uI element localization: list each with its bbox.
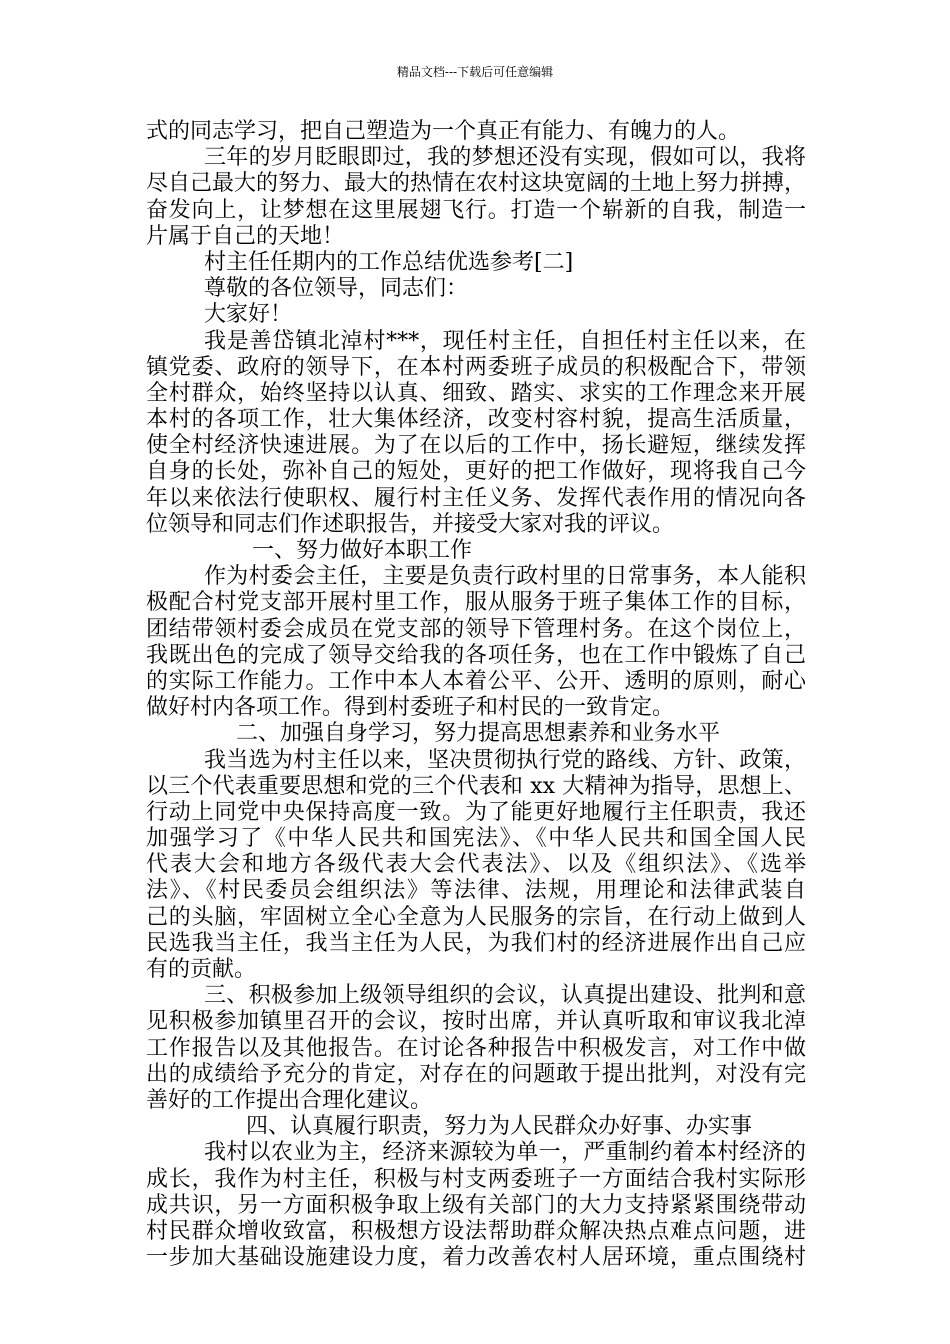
text-line: 尽自己最大的努力、最大的热情在农村这块宽阔的土地上努力拼搏， — [146, 171, 807, 197]
text-line: 法》、《村民委员会组织法》等法律、法规，用理论和法律武装自 — [146, 878, 806, 904]
text-line: 我既出色的完成了领导交给我的各项任务，也在工作中锻炼了自己 — [146, 642, 806, 668]
text-line: 奋发向上，让梦想在这里展翅飞行。打造一个崭新的自我，制造一 — [146, 197, 806, 223]
text-line: 极配合村党支部开展村里工作，服从服务于班子集体工作的目标， — [146, 590, 806, 616]
text-line: 我当选为村主任以来，坚决贯彻执行党的路线、方针、政策， — [204, 747, 806, 773]
section-title: 村主任任期内的工作总结优选参考[二] — [204, 249, 574, 275]
text-line: 镇党委、政府的领导下，在本村两委班子成员的积极配合下，带领 — [146, 354, 806, 380]
text-line: 位领导和同志们作述职报告，并接受大家对我的评议。 — [146, 511, 675, 537]
text-line: 使全村经济快速进展。为了在以后的工作中，扬长避短，继续发挥 — [146, 433, 806, 459]
text-line: 片属于自己的天地！ — [146, 223, 345, 249]
text-line: 团结带领村委会成员在党支部的领导下管理村务。在这个岗位上， — [146, 616, 806, 642]
text-line: 成长，我作为村主任，积极与村支两委班子一方面结合我村实际形 — [146, 1166, 806, 1192]
text-line: 三年的岁月眨眼即过，我的梦想还没有实现，假如可以，我将 — [204, 145, 806, 171]
section-heading: 一、努力做好本职工作 — [252, 538, 473, 563]
text-line: 有的贡献。 — [146, 957, 257, 982]
text-line: 全村群众，始终坚持以认真、细致、踏实、求实的工作理念来开展 — [146, 380, 806, 406]
page-header: 精品文档---下载后可任意编辑 — [396, 65, 554, 79]
text-line: 加强学习了《中华人民共和国宪法》、《中华人民共和国全国人民 — [146, 826, 806, 852]
text-line: 做好村内各项工作。得到村委班子和村民的一致肯定。 — [146, 695, 675, 721]
text-line: 见积极参加镇里召开的会议，按时出席，并认真听取和审议我北淖 — [146, 1009, 806, 1035]
text-line: 民选我当主任，我当主任为人民，为我们村的经济进展作出自己应 — [146, 930, 806, 956]
text-line: 以三个代表重要思想和党的三个代表和 xx 大精神为指导，思想上、 — [146, 773, 806, 799]
text-line: 我村以农业为主，经济来源较为单一，严重制约着本村经济的 — [204, 1140, 806, 1166]
text-line: 成共识，另一方面积极争取上级有关部门的大力支持紧紧围绕带动 — [146, 1192, 806, 1218]
text-line: 村民群众增收致富，积极想方设法帮助群众解决热点难点问题，进 — [146, 1218, 806, 1244]
text-line: 自身的长处，弥补自己的短处，更好的把工作做好，现将我自己今 — [146, 459, 806, 485]
section-heading: 二、加强自身学习，努力提高思想素养和业务水平 — [236, 721, 721, 747]
text-line: 我是善岱镇北淖村***，现任村主任，自担任村主任以来，在 — [204, 328, 806, 354]
text-line: 善好的工作提出合理化建议。 — [146, 1087, 433, 1113]
section-heading: 四、认真履行职责，努力为人民群众办好事、办实事 — [246, 1114, 753, 1140]
text-line: 三、积极参加上级领导组织的会议，认真提出建设、批判和意 — [204, 983, 806, 1009]
text-line: 的实际工作能力。工作中本人本着公平、公开、透明的原则，耐心 — [146, 668, 806, 694]
text-line: 本村的各项工作，壮大集体经济，改变村容村貌，提高生活质量， — [146, 407, 806, 433]
text-line: 行动上同党中央保持高度一致。为了能更好地履行主任职责，我还 — [146, 799, 806, 825]
salutation: 尊敬的各位领导，同志们： — [204, 276, 469, 302]
text-line: 作为村委会主任，主要是负责行政村里的日常事务，本人能积 — [204, 564, 806, 590]
text-line: 年以来依法行使职权、履行村主任义务、发挥代表作用的情况向各 — [146, 485, 806, 511]
text-line: 出的成绩给予充分的肯定，对存在的问题敢于提出批判，对没有完 — [146, 1061, 806, 1087]
text-line: 工作报告以及其他报告。在讨论各种报告中积极发言，对工作中做 — [146, 1035, 806, 1061]
text-line: 己的头脑，牢固树立全心全意为人民服务的宗旨，在行动上做到人 — [146, 904, 806, 930]
text-line: 式的同志学习，把自己塑造为一个真正有能力、有魄力的人。 — [146, 119, 741, 144]
text-line: 代表大会和地方各级代表大会代表法》、以及《组织法》、《选举 — [146, 852, 806, 878]
greeting: 大家好！ — [204, 302, 293, 328]
text-line: 一步加大基础设施建设力度，着力改善农村人居环境，重点围绕村 — [146, 1245, 806, 1271]
document-body — [146, 119, 806, 1271]
